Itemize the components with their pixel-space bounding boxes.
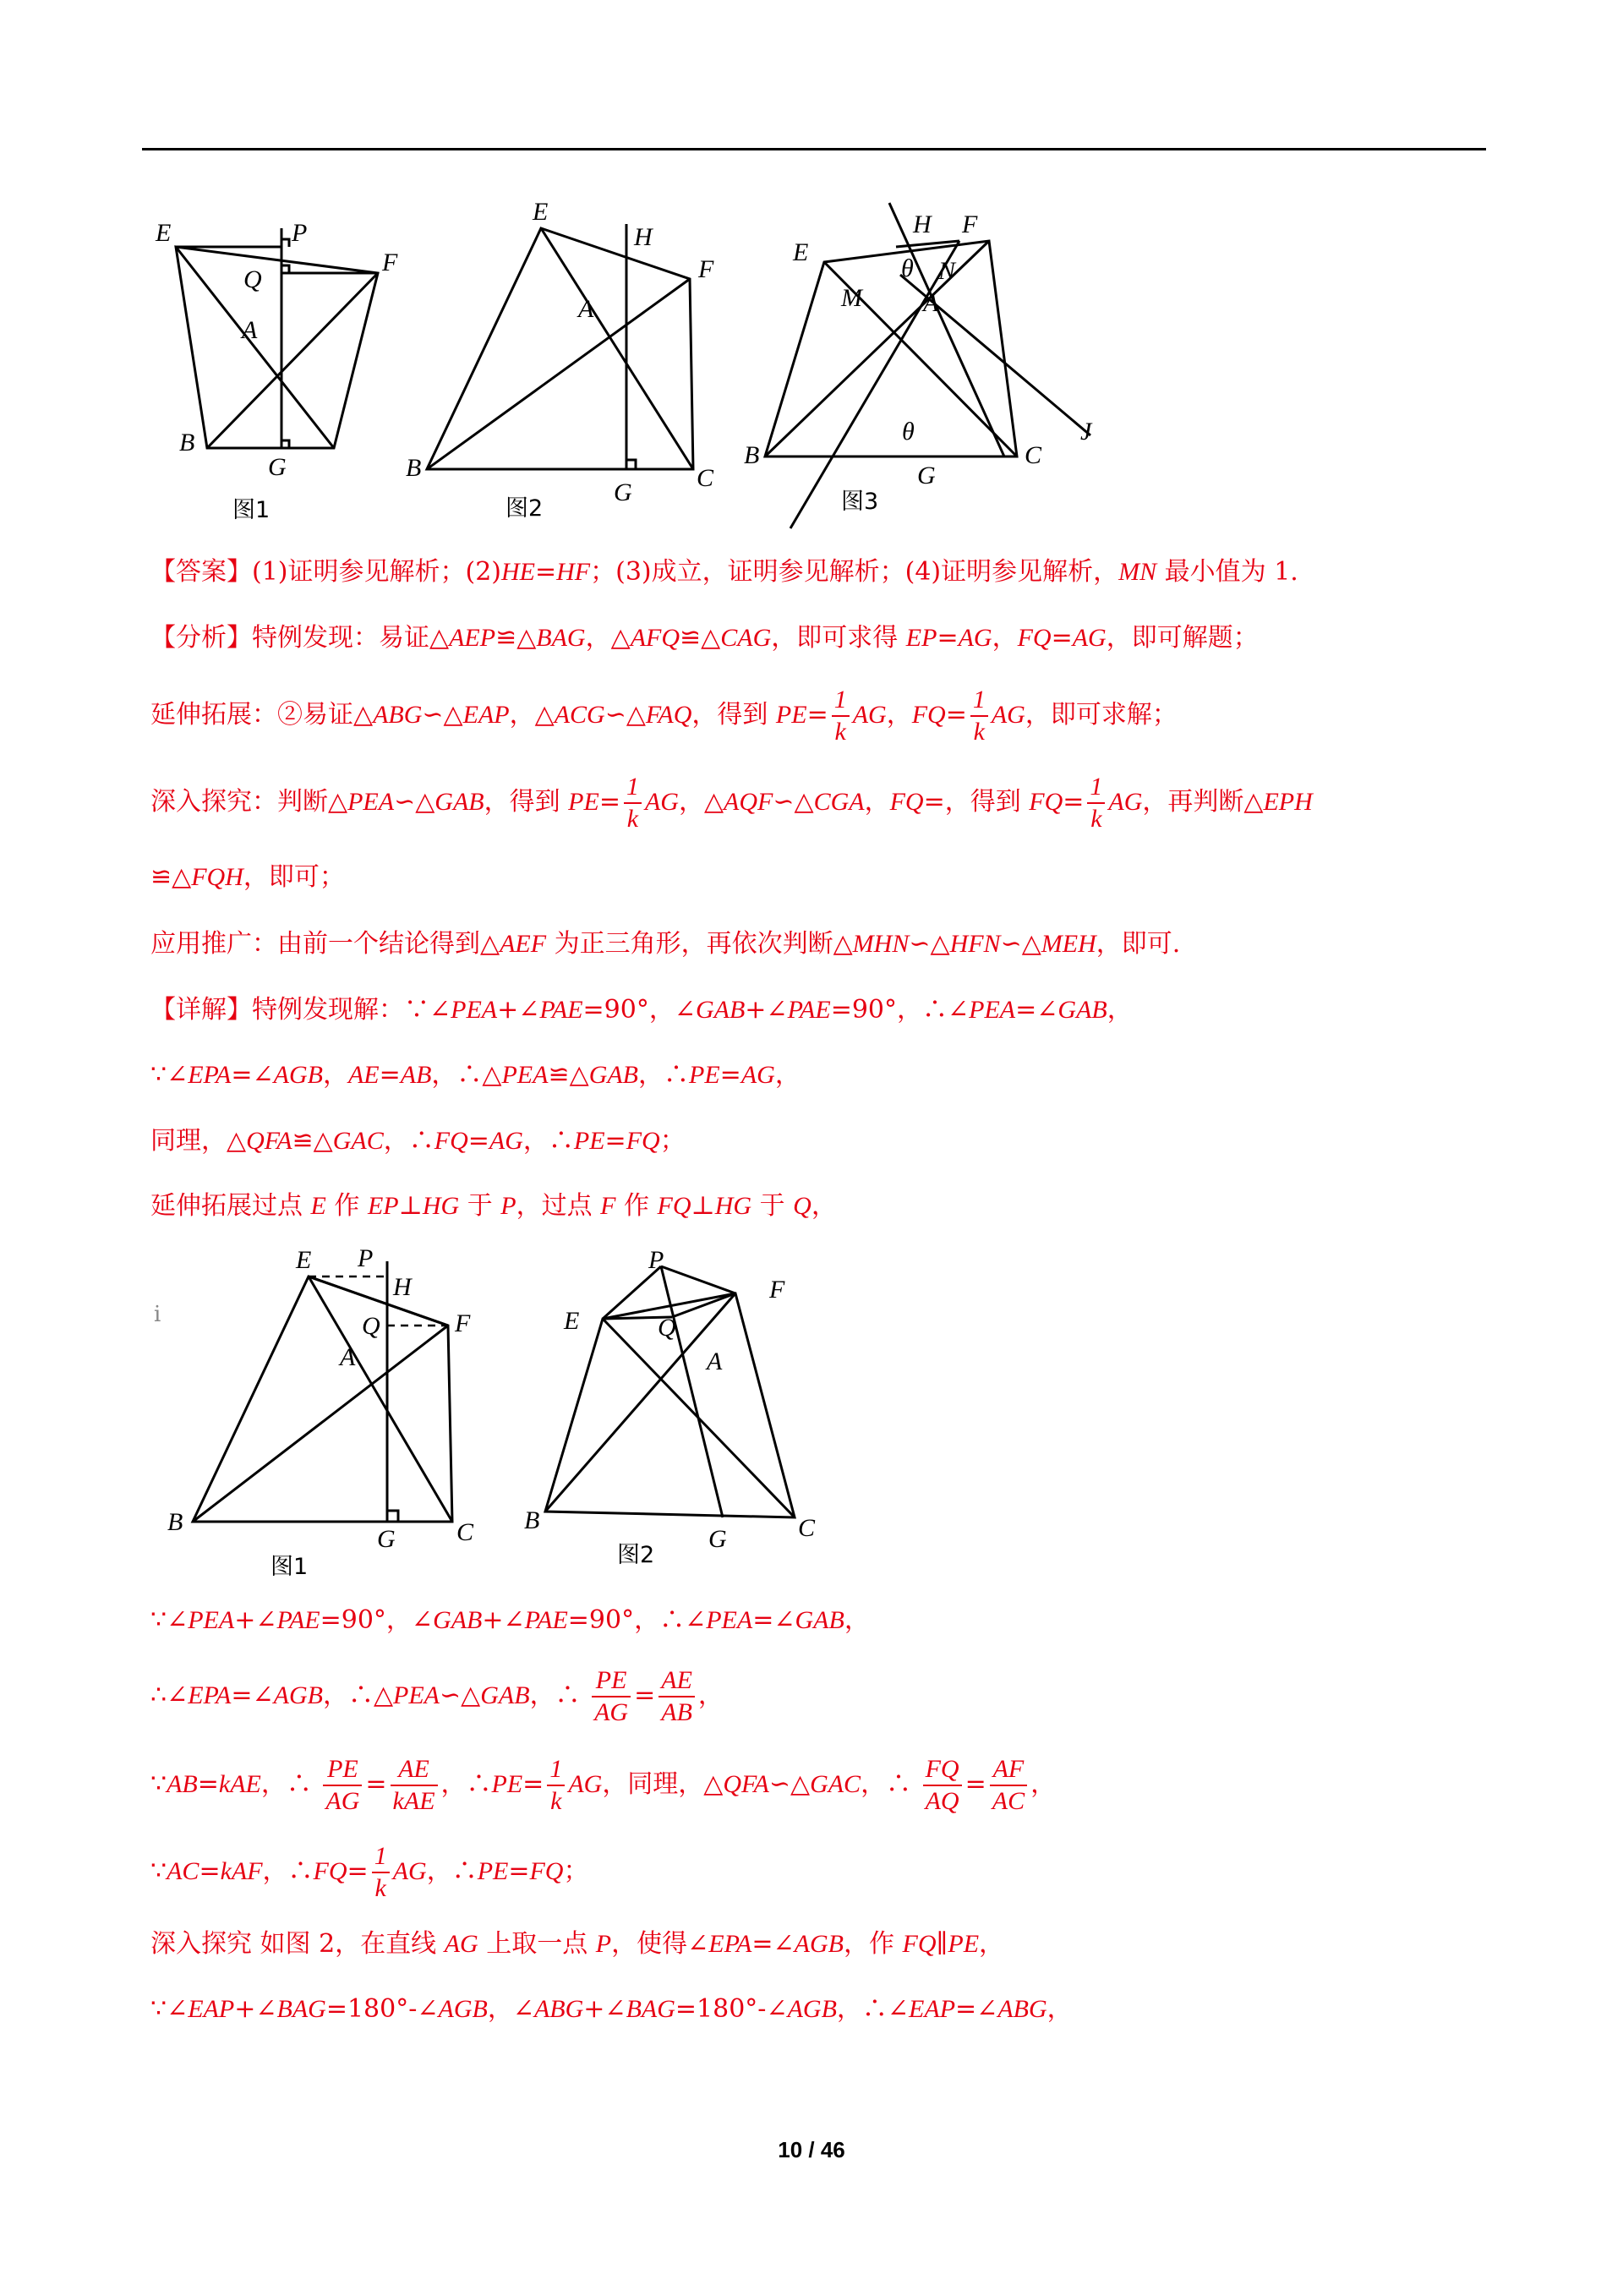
figure-2-mid-diagram — [516, 1243, 854, 1589]
label-b: B — [406, 454, 422, 482]
detail-tag: 【详解】 — [150, 995, 252, 1025]
label-q: Q — [362, 1312, 380, 1340]
figure-1-mid-diagram — [161, 1243, 499, 1589]
analysis-line-1: 【分析】特例发现：易证△AEP≌△BAG，△AFQ≌△CAG，即可求得 EP=AG，FQ=AG，即可解题； — [150, 623, 1259, 653]
label-p: P — [358, 1244, 374, 1272]
label-h: H — [913, 210, 932, 238]
label-g: G — [917, 462, 936, 489]
label-c: C — [1025, 441, 1042, 469]
proof-line-4: ∵AC=kAF，∴FQ= $\frac{1}{k}$ AG，∴PE=FQ； — [150, 1842, 589, 1902]
label-f: F — [382, 249, 398, 276]
label-b: B — [524, 1506, 540, 1534]
fraction: $\frac{FQ}{AQ}$ — [923, 1754, 962, 1817]
label-c: C — [798, 1514, 816, 1542]
label-p: P — [648, 1246, 664, 1274]
label-f: F — [455, 1309, 471, 1337]
fraction: $\frac{AE}{\text{kAE}}$ — [391, 1754, 438, 1817]
label-a: A — [578, 295, 594, 323]
fraction: $\frac{1}{k}$ — [372, 1841, 390, 1904]
header-rule — [142, 148, 1486, 150]
proof-line-1: ∵∠PEA+∠PAE=90°，∠GAB+∠PAE=90°，∴∠PEA=∠GAB， — [150, 1605, 870, 1635]
analysis-line-3: 深入探究：判断△PEA∽△GAB，得到 PE= $\frac{1}{k}$ AG，△AQF∽△CGA，FQ=，得到 FQ= $\frac{1}{k}$ AG，再判断△EPH — [150, 773, 1313, 833]
label-f: F — [769, 1276, 785, 1304]
fraction: $\frac{1}{k}$ — [624, 772, 642, 834]
figure-1-caption: 图1 — [232, 497, 270, 523]
label-h: H — [634, 223, 653, 251]
figure-3-top — [735, 194, 1116, 549]
label-b: B — [744, 441, 760, 469]
label-f: F — [962, 210, 978, 238]
detail-line-3: 同理，△QFA≌△GAC，∴FQ=AG，∴PE=FQ； — [150, 1126, 686, 1156]
proof-line-5: 深入探究 如图 2，在直线 AG 上取一点 P，使得∠EPA=∠AGB，作 FQ∥PE， — [150, 1929, 1005, 1959]
label-m: M — [841, 284, 862, 312]
fraction: $\frac{PE}{AG}$ — [592, 1665, 631, 1728]
figure-3-caption: 图3 — [841, 489, 879, 515]
label-j: J — [1080, 418, 1092, 446]
figure-1-top — [144, 203, 414, 533]
theta-icon: θ — [902, 418, 915, 446]
label-e: E — [156, 219, 172, 247]
figure-1-top-diagram — [144, 203, 414, 533]
analysis-line-2: 延伸拓展：②易证△ABG∽△EAP，△ACG∽△FAQ，得到 PE= $\frac{1}{k}$ AG，FQ= $\frac{1}{k}$ AG，即可求解； — [150, 686, 1178, 746]
page-number: 10 / 46 — [778, 2137, 845, 2162]
analysis-line-4: ≌△FQH，即可； — [150, 862, 345, 892]
detail-line-1: 【详解】特例发现解：∵∠PEA+∠PAE=90°，∠GAB+∠PAE=90°，∴∠PEA=∠GAB， — [150, 995, 1133, 1025]
label-c: C — [456, 1518, 474, 1546]
label-a: A — [340, 1343, 356, 1371]
figure-1-mid-caption: 图1 — [270, 1554, 309, 1580]
fraction: $\frac{1}{k}$ — [970, 685, 988, 747]
analysis-tag: 【分析】 — [150, 623, 252, 653]
label-g: G — [377, 1525, 396, 1553]
answer-line: 【答案】(1)证明参见解析；(2)HE=HF；(3)成立，证明参见解析；(4)证明参见解析，MN 最小值为 1. — [150, 557, 1298, 587]
label-b: B — [179, 429, 195, 456]
label-a: A — [707, 1348, 723, 1375]
fraction: $\frac{PE}{AG}$ — [323, 1754, 362, 1817]
label-e: E — [793, 238, 809, 266]
label-q: Q — [658, 1314, 676, 1342]
detail-line-2: ∵∠EPA=∠AGB，AE=AB，∴△PEA≌△GAB，∴PE=AG， — [150, 1060, 801, 1090]
label-a: A — [923, 289, 939, 317]
label-n: N — [938, 257, 956, 285]
label-f: F — [698, 255, 714, 283]
label-a: A — [242, 316, 258, 344]
label-p: P — [292, 219, 308, 247]
fraction: $\frac{1}{k}$ — [547, 1754, 565, 1817]
analysis-line-5: 应用推广：由前一个结论得到△AEF 为正三角形，再依次判断△MHN∽△HFN∽△MEH，即可. — [150, 929, 1181, 959]
label-e: E — [564, 1307, 580, 1335]
fraction: $\frac{AE}{AB}$ — [658, 1665, 695, 1728]
fraction: $\frac{1}{k}$ — [832, 685, 850, 747]
label-h: H — [393, 1273, 412, 1301]
proof-line-6: ∵∠EAP+∠BAG=180°-∠AGB，∠ABG+∠BAG=180°-∠AGB，∴∠EAP=∠ABG， — [150, 1994, 1073, 2024]
label-q: Q — [243, 265, 262, 293]
answer-tag: 【答案】 — [150, 557, 252, 587]
label-e: E — [296, 1246, 312, 1274]
figure-2-mid — [516, 1243, 854, 1589]
proof-line-3: ∵AB=kAE，∴ $\frac{PE}{AG}$ = $\frac{AE}{\text{kAE}}$ ，∴PE= $\frac{1}{k}$ AG，同理，△QFA∽△GAC，∴ $\frac{FQ}{AQ}$ = $\frac{AF}{AC}$ ， — [150, 1755, 1057, 1815]
figure-2-top-diagram — [397, 194, 735, 533]
label-g: G — [614, 478, 632, 506]
label-b: B — [167, 1508, 183, 1536]
figure-2-caption: 图2 — [505, 495, 544, 522]
fraction: $\frac{AF}{AC}$ — [990, 1754, 1027, 1817]
label-c: C — [697, 464, 714, 492]
label-e: E — [533, 198, 549, 226]
fraction: $\frac{1}{k}$ — [1087, 772, 1105, 834]
figure-2-top — [397, 194, 735, 533]
stray-mark: i — [154, 1302, 161, 1327]
label-g: G — [268, 453, 287, 481]
proof-line-2: ∴∠EPA=∠AGB，∴△PEA∽△GAB，∴ $\frac{PE}{AG}$ = $\frac{AE}{AB}$ ， — [150, 1666, 724, 1726]
figure-1-mid — [161, 1243, 499, 1589]
label-g: G — [708, 1525, 727, 1553]
detail-line-4: 延伸拓展过点 E 作 EP⊥HG 于 P，过点 F 作 FQ⊥HG 于 Q， — [150, 1191, 837, 1221]
figure-2-mid-caption: 图2 — [617, 1542, 655, 1568]
theta-icon: θ — [901, 254, 914, 282]
figure-3-top-diagram — [735, 194, 1116, 549]
